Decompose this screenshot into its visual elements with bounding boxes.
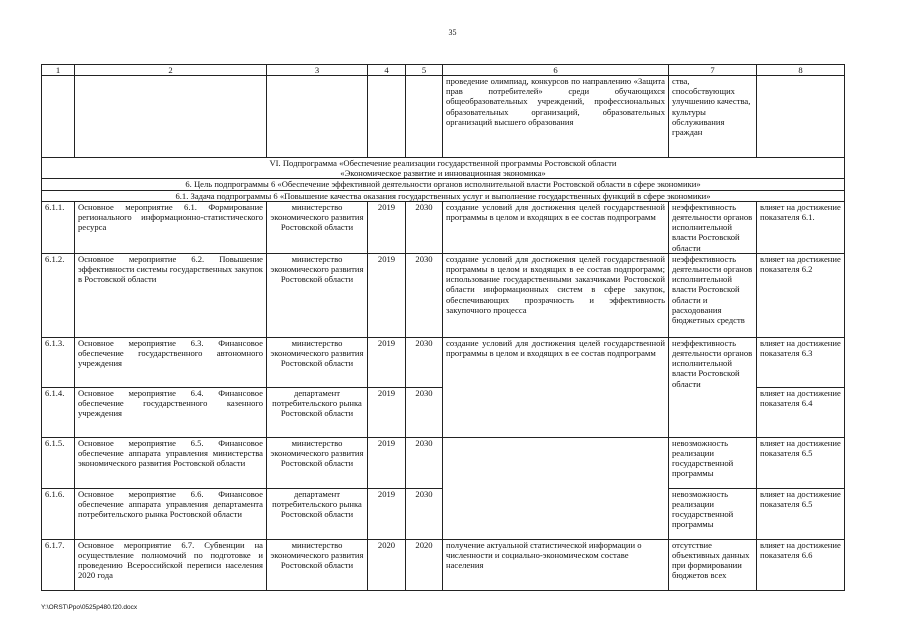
indicator-link: влияет на достижение показателя 6.4 bbox=[757, 387, 845, 437]
consequence: невозможность реализации государственной программы bbox=[669, 437, 757, 488]
page-number: 35 bbox=[448, 28, 457, 37]
row-number: 6.1.4. bbox=[42, 387, 75, 437]
executor: департамент потребительского рынка Ростовской области bbox=[267, 488, 368, 539]
executor: министерство экономического развития Ростовской области bbox=[267, 253, 368, 337]
continued-consequence: ства, способствующих улучшению качества, культуры обслуживания граждан bbox=[669, 76, 757, 158]
executor: министерство экономического развития Ростовской области bbox=[267, 201, 368, 253]
expected-result: создание условий для достижения целей государственной программы в целом и входящих в ее состав подпрограмм; использование государственными заказчиками Ростовской области информационных систем в сфере закупок, обеспечивающих прозрачность и эффективность закупочного процесса bbox=[443, 253, 669, 337]
indicator-link: влияет на достижение показателя 6.6 bbox=[757, 539, 845, 590]
expected-result: создание условий для достижения целей государственной программы в целом и входящих в ее состав подпрограмм bbox=[443, 201, 669, 253]
start-year: 2019 bbox=[368, 201, 406, 253]
goal-row bbox=[42, 179, 845, 190]
col-header: 1 bbox=[42, 65, 75, 76]
task-title: 6.1. Задача подпрограммы 6 «Повышение качества оказания государственных услуг и выполнение государственных функций в сфере экономики» bbox=[42, 190, 845, 201]
task-row bbox=[42, 190, 845, 201]
row-number: 6.1.7. bbox=[42, 539, 75, 590]
row-number: 6.1.3. bbox=[42, 337, 75, 387]
section-title: VI. Подпрограмма «Обеспечение реализации государственной программы Ростовской области «Экономическое развитие и инновационная экономика» bbox=[42, 158, 845, 179]
col-header: 7 bbox=[669, 65, 757, 76]
indicator-link: влияет на достижение показателя 6.5 bbox=[757, 437, 845, 488]
indicator-link: влияет на достижение показателя 6.3 bbox=[757, 337, 845, 387]
measure-name: Основное мероприятие 6.4. Финансовое обеспечение государственного казенного учреждения bbox=[75, 387, 267, 437]
indicator-link: влияет на достижение показателя 6.1. bbox=[757, 201, 845, 253]
col-header: 6 bbox=[443, 65, 669, 76]
section-title-row bbox=[42, 158, 845, 179]
row-number: 6.1.1. bbox=[42, 201, 75, 253]
table-row bbox=[42, 253, 845, 337]
executor: министерство экономического развития Ростовской области bbox=[267, 539, 368, 590]
indicator-link: влияет на достижение показателя 6.5 bbox=[757, 488, 845, 539]
start-year: 2020 bbox=[368, 539, 406, 590]
measure-name: Основное мероприятие 6.1. Формирование регионального информационно-статистического ресурса bbox=[75, 201, 267, 253]
executor: министерство экономического развития Ростовской области bbox=[267, 437, 368, 488]
col-header: 2 bbox=[75, 65, 267, 76]
start-year: 2019 bbox=[368, 488, 406, 539]
start-year: 2019 bbox=[368, 437, 406, 488]
col-header: 3 bbox=[267, 65, 368, 76]
consequence: неэффективность деятельности органов исполнительной власти Ростовской области и расходования бюджетных средств bbox=[669, 253, 757, 337]
end-year: 2030 bbox=[406, 387, 443, 437]
col-header: 4 bbox=[368, 65, 406, 76]
start-year: 2019 bbox=[368, 253, 406, 337]
file-path-footer: Y:\ORST\Ppo\0525p480.f20.docx bbox=[41, 604, 138, 611]
start-year: 2019 bbox=[368, 337, 406, 387]
col-header: 5 bbox=[406, 65, 443, 76]
indicator-link: влияет на достижение показателя 6.2 bbox=[757, 253, 845, 337]
table-row bbox=[42, 539, 845, 590]
expected-result: получение актуальной статистической информации о численности и социально-экономическом составе населения bbox=[443, 539, 669, 590]
measures-table bbox=[41, 64, 845, 591]
end-year: 2030 bbox=[406, 437, 443, 488]
measure-name: Основное мероприятие 6.6. Финансовое обеспечение аппарата управления департамента потребительского рынка Ростовской области bbox=[75, 488, 267, 539]
consequence: неэффективность деятельности органов исполнительной власти Ростовской области bbox=[669, 201, 757, 253]
start-year: 2019 bbox=[368, 387, 406, 437]
continued-result: проведение олимпиад, конкурсов по направлению «Защита прав потребителей» среди обучающихся общеобразовательных учреждений, профессиональных образовательных организаций, образовательных организаций высшего образования bbox=[443, 76, 669, 158]
table-row bbox=[42, 201, 845, 253]
end-year: 2030 bbox=[406, 201, 443, 253]
measure-name: Основное мероприятие 6.7. Субвенции на осуществление полномочий по подготовке и проведению Всероссийской переписи населения 2020 года bbox=[75, 539, 267, 590]
end-year: 2030 bbox=[406, 253, 443, 337]
executor: министерство экономического развития Ростовской области bbox=[267, 337, 368, 387]
continued-row bbox=[42, 76, 845, 158]
header-row bbox=[42, 65, 845, 76]
table-row bbox=[42, 437, 845, 488]
measure-name: Основное мероприятие 6.3. Финансовое обеспечение государственного автономного учреждения bbox=[75, 337, 267, 387]
consequence: отсутствие объективных данных при формировании бюджетов всех bbox=[669, 539, 757, 590]
end-year: 2020 bbox=[406, 539, 443, 590]
col-header: 8 bbox=[757, 65, 845, 76]
goal-title: 6. Цель подпрограммы 6 «Обеспечение эффективной деятельности органов исполнительной власти Ростовской области в сфере экономики» bbox=[42, 179, 845, 190]
row-number: 6.1.6. bbox=[42, 488, 75, 539]
end-year: 2030 bbox=[406, 337, 443, 387]
end-year: 2030 bbox=[406, 488, 443, 539]
measure-name: Основное мероприятие 6.2. Повышение эффективности системы государственных закупок в Ростовской области bbox=[75, 253, 267, 337]
consequence: неэффективность деятельности органов исполнительной власти Ростовской области bbox=[669, 337, 757, 437]
table-row bbox=[42, 337, 845, 387]
consequence: невозможность реализации государственной программы bbox=[669, 488, 757, 539]
row-number: 6.1.5. bbox=[42, 437, 75, 488]
executor: департамент потребительского рынка Ростовской области bbox=[267, 387, 368, 437]
expected-result: создание условий для достижения целей государственной программы в целом и входящих в ее состав подпрограмм bbox=[443, 337, 669, 437]
row-number: 6.1.2. bbox=[42, 253, 75, 337]
measure-name: Основное мероприятие 6.5. Финансовое обеспечение аппарата управления министерства экономического развития Ростовской области bbox=[75, 437, 267, 488]
